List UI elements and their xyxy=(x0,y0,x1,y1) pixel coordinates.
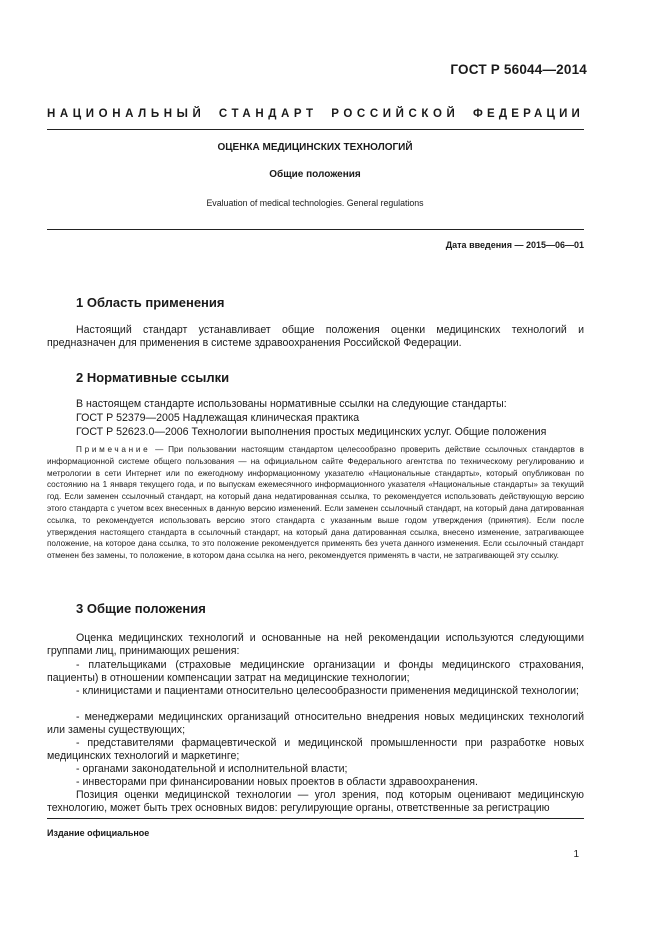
list-item xyxy=(47,763,584,776)
list-item xyxy=(47,711,584,738)
list-item-text: - менеджерами медицинских организаций относительно внедрения новых медицинских технологий или замены существующих; xyxy=(47,711,584,737)
page-number: 1 xyxy=(573,849,579,860)
section-3-intro xyxy=(47,632,584,659)
section-3-closing xyxy=(47,789,584,816)
banner-word: НАЦИОНАЛЬНЫЙ xyxy=(47,108,206,120)
section-1-heading: 1 Область применения xyxy=(76,295,225,310)
list-item xyxy=(47,685,584,698)
introduction-date: Дата введения — 2015—06—01 xyxy=(445,240,584,250)
list-item xyxy=(47,659,584,686)
reference-item: ГОСТ Р 52623.0—2006 Технологии выполнения простых медицинских услуг. Общие положения xyxy=(76,426,547,438)
banner-word: СТАНДАРТ xyxy=(218,108,318,120)
top-divider xyxy=(47,129,584,130)
section-2-intro: В настоящем стандарте использованы нормативные ссылки на следующие стандарты: xyxy=(76,398,507,410)
section-3-closing-text: Позиция оценки медицинской технологии — угол зрения, под которым оценивают медицинскую технологию, может быть трех основных видов: регулирующие органы, ответственные за регистрацию xyxy=(47,789,584,815)
banner-word: РОССИЙСКОЙ xyxy=(331,108,460,120)
reference-item: ГОСТ Р 52379—2005 Надлежащая клиническая практика xyxy=(76,412,360,424)
list-item-text: - органами законодательной и исполнительной власти; xyxy=(76,763,348,775)
document-subtitle: Общие положения xyxy=(269,169,361,180)
section-3-heading: 3 Общие положения xyxy=(76,601,206,616)
list-item xyxy=(47,737,584,764)
section-2-heading: 2 Нормативные ссылки xyxy=(76,370,230,385)
document-title: ОЦЕНКА МЕДИЦИНСКИХ ТЕХНОЛОГИЙ xyxy=(217,142,413,153)
section-1-text xyxy=(47,324,584,351)
document-code: ГОСТ Р 56044—2014 xyxy=(450,62,587,77)
edition-label: Издание официальное xyxy=(47,828,150,838)
note-text: — При пользовании настоящим стандартом целесообразно проверить действие ссылочных стандартов в информационной системе общего пользования — на официальном сайте Федерального агентства по техническому регулированию и метрологии в сети Интернет или по ежегодному информационному указателю «Национальные стандарты», который опубликован по состоянию на 1 января текущего года, и по выпускам ежемесячного информационного указателя «Национальные стандарты» за текущий год. Если заменен ссылочный стандарт, на который дана недатированная ссылка, то рекомендуется использовать действующую версию этого стандарта с учетом всех внесенных в данную версию изменений. Если заменен ссылочный стандарт, на который дана датированная ссылка, то рекомендуется использовать версию этого стандарта с указанным выше годом утверждения (принятия). Если после утверждения настоящего стандарта в ссылочный стандарт, на который дана датированная ссылка, внесено изменение, затрагивающее положение, на которое дана ссылка, то это положение рекомендуется применять без учета данного изменения. Если ссылочный стандарт отменен без замены, то положение, в котором дана ссылка на него, рекомендуется применять в части, не затрагивающей эту ссылку. xyxy=(47,445,584,561)
national-standard-banner xyxy=(47,108,584,120)
section-3-intro-text: Оценка медицинских технологий и основанные на ней рекомендации используются следующими группами лиц, принимающих решения: xyxy=(47,632,584,658)
title-divider xyxy=(47,229,584,230)
list-item-text: - представителями фармацевтической и медицинской промышленности при разработке новых медицинских технологий и маркетинге; xyxy=(47,737,584,763)
english-title: Evaluation of medical technologies. General regulations xyxy=(206,198,424,208)
banner-word: ФЕДЕРАЦИИ xyxy=(472,108,584,120)
section-1-body: Настоящий стандарт устанавливает общие положения оценки медицинских технологий и предназначен для применения в системе здравоохранения Российской Федерации. xyxy=(47,324,584,350)
list-item-text: - плательщиками (страховые медицинские организации и фонды медицинского страхования, пациенты) в отношении компенсации затрат на медицинские технологии; xyxy=(47,659,584,685)
reference-note xyxy=(47,444,584,562)
list-item xyxy=(47,776,584,789)
footer-divider xyxy=(47,818,584,819)
list-item-text: - инвесторами при финансировании новых проектов в области здравоохранения. xyxy=(76,776,478,788)
note-label: Примечание xyxy=(76,445,151,454)
list-item-text: - клиницистами и пациентами относительно целесообразности применения медицинской технологии; xyxy=(76,685,579,697)
